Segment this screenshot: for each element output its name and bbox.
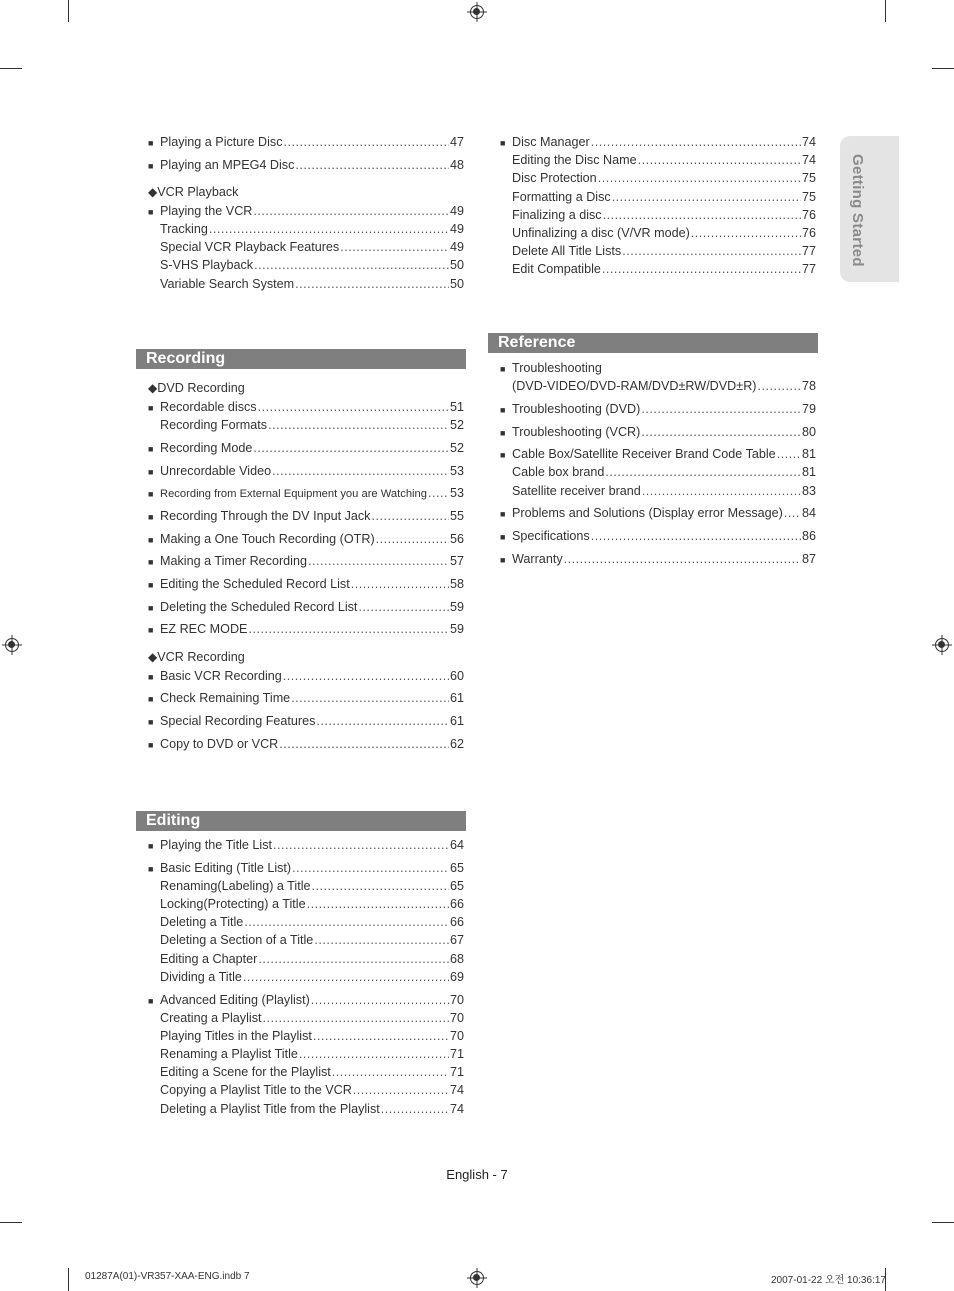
- toc-left-top: [148, 133, 464, 293]
- toc-entry: [148, 1100, 464, 1118]
- dot-leader: [291, 689, 449, 707]
- registration-mark-icon: [470, 1271, 484, 1285]
- dot-leader: [314, 931, 449, 949]
- toc-entry-label: (DVD-VIDEO/DVD-RAM/DVD±RW/DVD±R): [512, 379, 757, 394]
- toc-entry-label: Creating a Playlist: [160, 1010, 262, 1025]
- square-bullet-icon: ■: [148, 694, 154, 705]
- toc-entry-label: Variable Search System: [160, 276, 295, 291]
- toc-entry: [500, 224, 816, 242]
- dot-leader: [381, 1100, 449, 1118]
- toc-entry: [148, 1081, 464, 1099]
- square-bullet-icon: ■: [148, 863, 154, 874]
- toc-entry: [148, 667, 464, 685]
- square-bullet-icon: ■: [148, 160, 154, 171]
- toc-entry: [148, 620, 464, 638]
- toc-entry: [148, 1045, 464, 1063]
- toc-entry-page: 66: [449, 897, 464, 912]
- print-slug-right: 2007-01-22 오전 10:36:17: [771, 1275, 886, 1286]
- section-band-recording: Recording: [136, 349, 466, 369]
- toc-entry-label: Editing the Disc Name: [512, 153, 637, 168]
- toc-entry-label: Deleting a Playlist Title from the Playlist: [160, 1101, 380, 1116]
- toc-entry-label: Playing an MPEG4 Disc: [160, 157, 295, 172]
- toc-entry-page: 53: [449, 486, 464, 501]
- square-bullet-icon: ■: [148, 443, 154, 454]
- toc-entry-page: 51: [449, 400, 464, 414]
- dot-leader: [313, 1027, 449, 1045]
- toc-entry-label: Recording Formats: [160, 418, 268, 433]
- toc-entry-page: 53: [449, 463, 464, 478]
- crop-mark: [932, 1222, 954, 1223]
- toc-entry: [148, 836, 464, 854]
- dot-leader: [777, 445, 801, 463]
- toc-reference: [500, 359, 816, 568]
- square-bullet-icon: ■: [148, 602, 154, 613]
- crop-mark: [885, 0, 886, 22]
- side-tab: [840, 136, 899, 282]
- crop-mark: [0, 68, 22, 69]
- square-bullet-icon: ■: [148, 716, 154, 727]
- toc-entry-label: Warranty: [512, 551, 563, 566]
- dot-leader: [757, 377, 801, 395]
- toc-entry-label: Delete All Title Lists: [512, 244, 622, 259]
- toc-entry: [148, 462, 464, 480]
- dot-leader: [295, 156, 449, 174]
- dot-leader: [307, 895, 449, 913]
- toc-entry-page: 69: [449, 969, 464, 984]
- toc-entry: [500, 188, 816, 206]
- dot-leader: [263, 1009, 449, 1027]
- toc-entry-label: Disc Protection: [512, 171, 597, 186]
- dot-leader: [254, 256, 449, 274]
- square-bullet-icon: ■: [500, 404, 506, 415]
- dot-leader: [784, 504, 801, 522]
- toc-entry-label: Recording Through the DV Input Jack: [160, 508, 371, 523]
- toc-entry-label: Renaming a Playlist Title: [160, 1047, 298, 1062]
- square-bullet-icon: ■: [148, 138, 154, 148]
- toc-entry-label: Deleting a Section of a Title: [160, 933, 314, 948]
- toc-entry: [148, 439, 464, 457]
- toc-entry: [148, 530, 464, 548]
- dot-leader: [603, 206, 801, 224]
- toc-entry-page: 65: [449, 878, 464, 893]
- toc-entry: [148, 220, 464, 238]
- toc-entry-label: Unfinalizing a disc (V/VR mode): [512, 225, 690, 240]
- toc-entry: [148, 931, 464, 949]
- section-heading: ◆VCR Playback: [148, 184, 239, 199]
- toc-entry: [148, 689, 464, 707]
- toc-entry-page: 77: [801, 244, 816, 259]
- toc-entry: [500, 550, 816, 568]
- dot-leader: [292, 859, 449, 877]
- dot-leader: [244, 913, 449, 931]
- toc-entry: [148, 598, 464, 616]
- square-bullet-icon: ■: [148, 466, 154, 477]
- toc-entry-label: Disc Manager: [512, 135, 590, 149]
- square-bullet-icon: ■: [500, 138, 506, 148]
- toc-entry-label: Copy to DVD or VCR: [160, 736, 279, 751]
- toc-entry: [148, 133, 464, 151]
- toc-entry-label: Making a One Touch Recording (OTR): [160, 531, 375, 546]
- dot-leader: [602, 260, 801, 278]
- toc-entry-label: Formatting a Disc: [512, 189, 611, 204]
- square-bullet-icon: ■: [500, 554, 506, 565]
- toc-entry-label: Locking(Protecting) a Title: [160, 897, 306, 912]
- toc-entry-page: 74: [801, 135, 816, 149]
- toc-entry-page: 86: [801, 529, 816, 543]
- toc-entry: ■ Troubleshooting: [500, 361, 602, 375]
- toc-entry-page: 50: [449, 276, 464, 291]
- dot-leader: [273, 836, 449, 854]
- dot-leader: [591, 133, 801, 151]
- dot-leader: [253, 439, 449, 457]
- toc-entry-label: Editing a Chapter: [160, 951, 258, 966]
- dot-leader: [353, 1081, 449, 1099]
- toc-entry: [148, 913, 464, 931]
- toc-entry: [148, 1009, 464, 1027]
- toc-entry: [500, 151, 816, 169]
- toc-entry: [500, 260, 816, 278]
- toc-entry: [148, 398, 464, 416]
- toc-entry: [148, 575, 464, 593]
- toc-entry-label: Basic Editing (Title List): [160, 860, 292, 875]
- square-bullet-icon: ■: [148, 625, 154, 636]
- dot-leader: [299, 1045, 449, 1063]
- toc-entry: [148, 507, 464, 525]
- toc-entry: [500, 206, 816, 224]
- toc-entry-page: 74: [449, 1083, 464, 1098]
- toc-entry: [148, 735, 464, 753]
- toc-entry-label: Playing the VCR: [160, 203, 253, 218]
- dot-leader: [268, 416, 449, 434]
- toc-entry-label: Edit Compatible: [512, 262, 601, 277]
- toc-entry-label: Renaming(Labeling) a Title: [160, 878, 311, 893]
- toc-entry: [148, 950, 464, 968]
- square-bullet-icon: ■: [500, 427, 506, 438]
- dot-leader: [279, 735, 449, 753]
- dot-leader: [691, 224, 801, 242]
- toc-entry-page: 59: [449, 622, 464, 637]
- toc-entry-page: 87: [801, 551, 816, 566]
- toc-entry: [148, 1027, 464, 1045]
- dot-leader: [258, 950, 449, 968]
- toc-entry-label: Advanced Editing (Playlist): [160, 992, 310, 1007]
- toc-entry: [148, 552, 464, 570]
- toc-entry-page: 67: [449, 933, 464, 948]
- toc-entry-page: 48: [449, 157, 464, 172]
- crop-mark: [0, 1222, 22, 1223]
- toc-entry-page: 76: [801, 225, 816, 240]
- toc-entry-label: Basic VCR Recording: [160, 668, 282, 683]
- toc-entry-page: 58: [449, 577, 464, 591]
- toc-entry-page: 60: [449, 668, 464, 683]
- toc-entry-page: 49: [449, 203, 464, 218]
- toc-entry: [148, 877, 464, 895]
- toc-editing: [148, 836, 464, 1118]
- toc-entry-page: 47: [449, 135, 464, 149]
- toc-entry-page: 56: [449, 531, 464, 546]
- toc-entry-page: 61: [449, 713, 464, 728]
- toc-entry: [500, 242, 816, 260]
- toc-entry: [500, 133, 816, 151]
- toc-entry-label: Cable box brand: [512, 465, 605, 480]
- toc-entry-page: 74: [801, 153, 816, 168]
- toc-entry-page: 84: [801, 506, 816, 521]
- toc-entry-page: 55: [449, 508, 464, 523]
- toc-entry-label: Editing a Scene for the Playlist: [160, 1065, 331, 1080]
- toc-entry-label: Dividing a Title: [160, 969, 242, 984]
- toc-entry: [500, 463, 816, 481]
- toc-entry-page: 71: [449, 1047, 464, 1062]
- dot-leader: [295, 275, 449, 293]
- toc-entry: [148, 895, 464, 913]
- toc-entry: [148, 1063, 464, 1081]
- toc-entry-page: 64: [449, 838, 464, 852]
- square-bullet-icon: ■: [148, 206, 154, 217]
- toc-entry-page: 75: [801, 171, 816, 186]
- square-bullet-icon: ■: [148, 995, 154, 1006]
- toc-entry-page: 65: [449, 860, 464, 875]
- toc-entry-label: Deleting the Scheduled Record List: [160, 599, 358, 614]
- toc-entry-label: Cable Box/Satellite Receiver Brand Code Table: [512, 447, 776, 462]
- toc-entry-page: 57: [449, 554, 464, 569]
- toc-entry: [500, 400, 816, 418]
- dot-leader: [253, 202, 449, 220]
- toc-entry: [148, 238, 464, 256]
- toc-entry-page: 49: [449, 240, 464, 255]
- toc-entry-label: Troubleshooting (DVD): [512, 401, 641, 416]
- crop-mark: [932, 68, 954, 69]
- toc-entry: [500, 377, 816, 395]
- toc-entry-label: Satellite receiver brand: [512, 483, 641, 498]
- toc-entry: [500, 423, 816, 441]
- toc-entry-label: Finalizing a disc: [512, 207, 602, 222]
- square-bullet-icon: ■: [148, 580, 154, 590]
- toc-entry-page: 68: [449, 951, 464, 966]
- toc-entry-page: 75: [801, 189, 816, 204]
- square-bullet-icon: ■: [500, 532, 506, 542]
- toc-entry-label: Specifications: [512, 529, 590, 543]
- dot-leader: [428, 484, 449, 502]
- toc-entry-label: Unrecordable Video: [160, 463, 272, 478]
- square-bullet-icon: ■: [148, 511, 154, 522]
- toc-entry-page: 59: [449, 599, 464, 614]
- dot-leader: [308, 552, 449, 570]
- dot-leader: [258, 398, 449, 416]
- toc-entry-page: 81: [801, 447, 816, 462]
- toc-entry-page: 49: [449, 222, 464, 237]
- toc-entry: [148, 156, 464, 174]
- dot-leader: [642, 482, 801, 500]
- toc-entry-page: 70: [449, 1028, 464, 1043]
- toc-entry-page: 77: [801, 262, 816, 277]
- dot-leader: [316, 712, 449, 730]
- section-heading: ◆DVD Recording: [148, 381, 245, 395]
- toc-entry-label: Editing the Scheduled Record List: [160, 577, 350, 591]
- toc-entry-label: Special Recording Features: [160, 713, 316, 728]
- toc-entry-label: Special VCR Playback Features: [160, 240, 340, 255]
- square-bullet-icon: ■: [148, 489, 154, 500]
- registration-mark-icon: [470, 5, 484, 19]
- toc-entry-page: 61: [449, 691, 464, 706]
- toc-entry-label: Playing Titles in the Playlist: [160, 1028, 312, 1043]
- dot-leader: [376, 530, 449, 548]
- section-band-editing: Editing: [136, 811, 466, 831]
- toc-entry-label: Playing the Title List: [160, 838, 273, 852]
- toc-entry-page: 52: [449, 440, 464, 455]
- toc-entry-label: Problems and Solutions (Display error Message): [512, 506, 783, 521]
- toc-entry-label: Making a Timer Recording: [160, 554, 307, 569]
- toc-entry-page: 83: [801, 483, 816, 498]
- toc-entry-page: 76: [801, 207, 816, 222]
- registration-mark-icon: [5, 638, 19, 652]
- crop-mark: [68, 0, 69, 22]
- dot-leader: [351, 575, 449, 593]
- dot-leader: [209, 220, 449, 238]
- toc-entry-page: 66: [449, 915, 464, 930]
- section-heading: ◆VCR Recording: [148, 649, 245, 664]
- dot-leader: [564, 550, 801, 568]
- dot-leader: [248, 620, 449, 638]
- toc-entry: [148, 275, 464, 293]
- toc-entry-page: 71: [449, 1065, 464, 1080]
- toc-entry-label: Check Remaining Time: [160, 691, 291, 706]
- square-bullet-icon: ■: [148, 841, 154, 851]
- toc-entry: [148, 968, 464, 986]
- square-bullet-icon: ■: [148, 739, 154, 750]
- registration-mark-icon: [935, 638, 949, 652]
- square-bullet-icon: ■: [500, 450, 506, 461]
- dot-leader: [340, 238, 449, 256]
- toc-entry-page: 70: [449, 992, 464, 1007]
- toc-entry-label: Recordable discs: [160, 400, 257, 414]
- toc-entry-page: 62: [449, 736, 464, 751]
- dot-leader: [622, 242, 801, 260]
- dot-leader: [612, 188, 801, 206]
- toc-entry: [500, 482, 816, 500]
- square-bullet-icon: ■: [148, 671, 154, 682]
- dot-leader: [641, 423, 801, 441]
- toc-entry-label: Recording Mode: [160, 440, 253, 455]
- dot-leader: [358, 598, 449, 616]
- dot-leader: [641, 400, 801, 418]
- square-bullet-icon: ■: [500, 509, 506, 520]
- toc-entry-label: Deleting a Title: [160, 915, 244, 930]
- toc-entry-label: Playing a Picture Disc: [160, 135, 283, 149]
- toc-entry-page: 74: [449, 1101, 464, 1116]
- toc-entry-label: EZ REC MODE: [160, 622, 248, 637]
- toc-entry-label: Recording from External Equipment you are Watching: [160, 488, 427, 501]
- toc-entry-page: 70: [449, 1010, 464, 1025]
- toc-entry: [148, 416, 464, 434]
- toc-entry-page: 81: [801, 465, 816, 480]
- toc-entry: [500, 445, 816, 463]
- square-bullet-icon: ■: [148, 403, 154, 413]
- toc-entry: [500, 527, 816, 545]
- square-bullet-icon: ■: [148, 557, 154, 568]
- print-slug-left: 01287A(01)-VR357-XAA-ENG.indb 7: [85, 1271, 250, 1282]
- toc-entry: [148, 256, 464, 274]
- page-footer: English - 7: [446, 1167, 508, 1182]
- dot-leader: [332, 1063, 449, 1081]
- dot-leader: [591, 527, 801, 545]
- dot-leader: [311, 991, 449, 1009]
- toc-entry: [148, 484, 464, 502]
- toc-entry-label: S-VHS Playback: [160, 258, 254, 273]
- dot-leader: [598, 169, 801, 187]
- toc-entry-page: 50: [449, 258, 464, 273]
- crop-mark: [68, 1268, 69, 1291]
- toc-entry: [500, 504, 816, 522]
- toc-entry-page: 52: [449, 418, 464, 433]
- dot-leader: [243, 968, 449, 986]
- dot-leader: [284, 133, 449, 151]
- toc-entry-page: 80: [801, 424, 816, 439]
- toc-entry: [148, 202, 464, 220]
- toc-disc-manager: [500, 133, 816, 279]
- dot-leader: [638, 151, 801, 169]
- toc-entry-label: Troubleshooting (VCR): [512, 424, 641, 439]
- dot-leader: [371, 507, 449, 525]
- toc-recording: [148, 379, 464, 753]
- section-band-reference: Reference: [488, 333, 818, 353]
- toc-entry: [148, 991, 464, 1009]
- toc-entry-page: 78: [801, 379, 816, 394]
- dot-leader: [605, 463, 801, 481]
- toc-entry-label: Tracking: [160, 222, 208, 237]
- square-bullet-icon: ■: [148, 534, 154, 545]
- toc-entry: [500, 169, 816, 187]
- dot-leader: [283, 667, 449, 685]
- toc-entry-label: Copying a Playlist Title to the VCR: [160, 1083, 352, 1098]
- toc-entry: [148, 712, 464, 730]
- dot-leader: [272, 462, 449, 480]
- dot-leader: [312, 877, 449, 895]
- toc-entry: [148, 859, 464, 877]
- toc-entry-page: 79: [801, 401, 816, 416]
- side-tab-label: Getting Started: [849, 154, 866, 267]
